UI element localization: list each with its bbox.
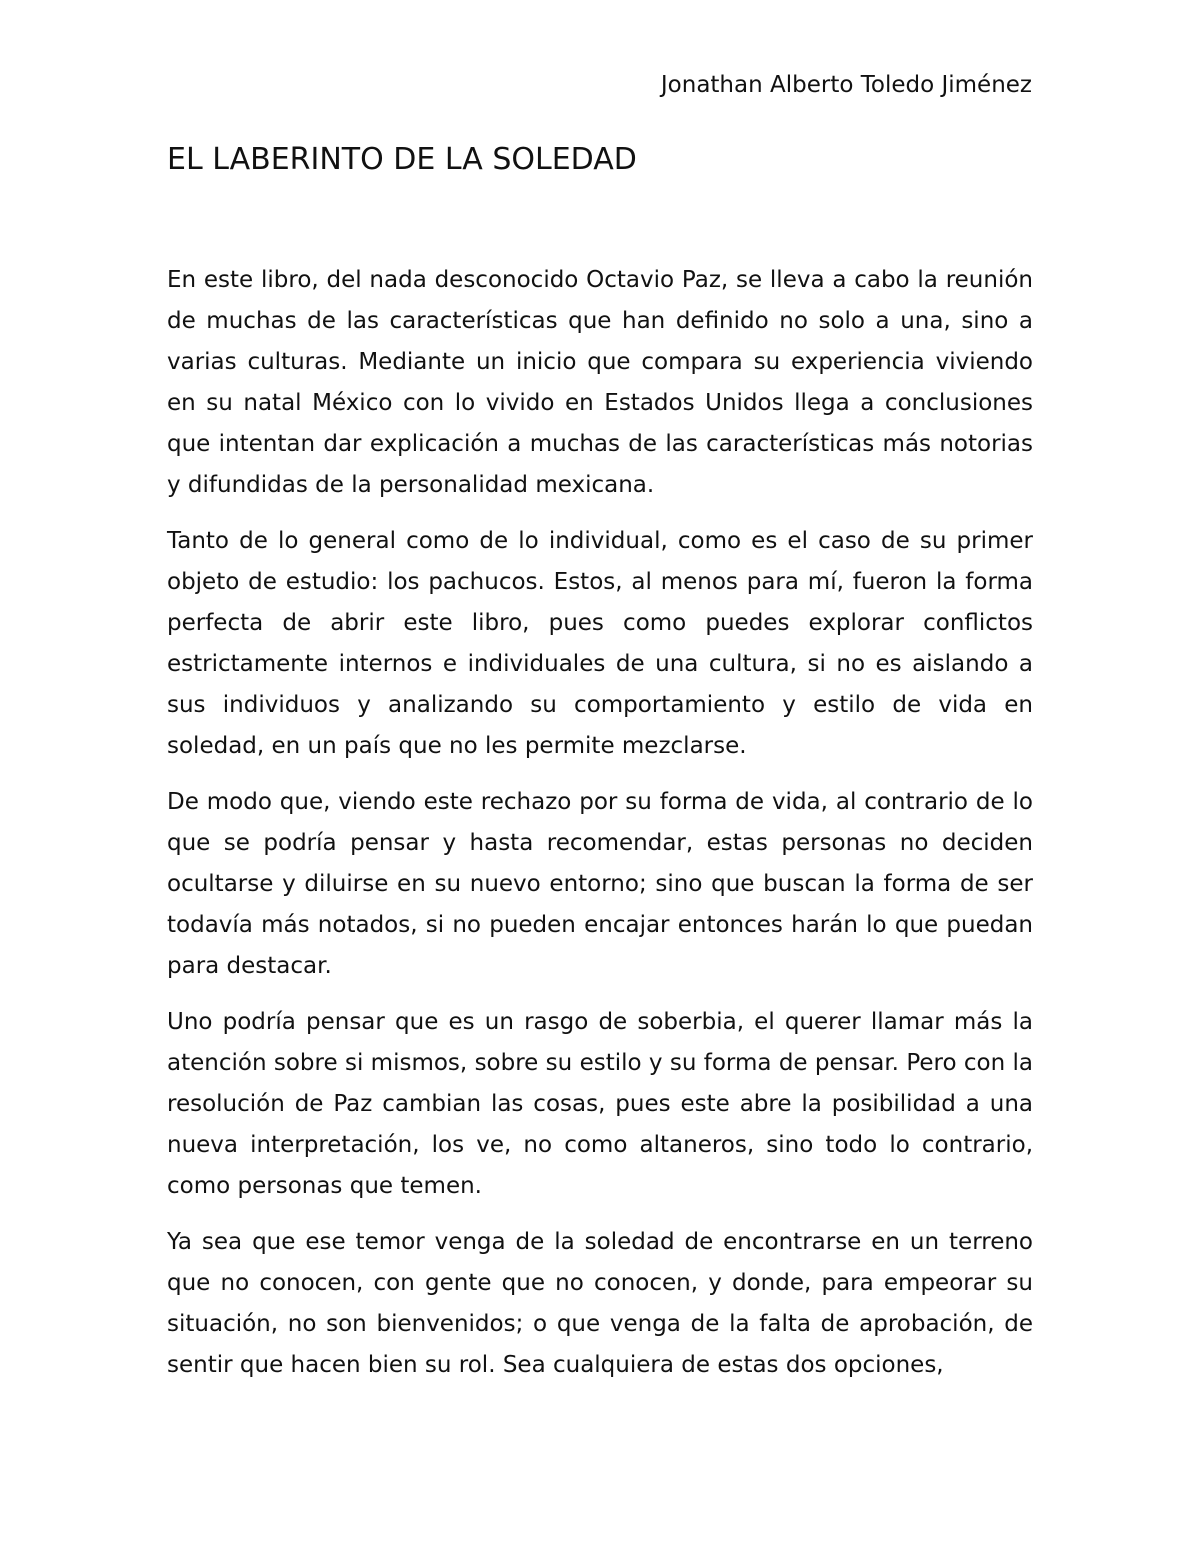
paragraph: En este libro, del nada desconocido Octavio Paz, se lleva a cabo la reunión de muchas de las características que han definido no solo a una, sino a varias culturas. Mediante un inicio que compara su experiencia viviendo en su natal México con lo vivido en Estados Unidos llega a conclusiones que intentan dar explicación a muchas de las características más notorias y difundidas de la personalidad mexicana. xyxy=(167,267,1033,498)
paragraph: Ya sea que ese temor venga de la soledad de encontrarse en un terreno que no conocen, con gente que no conocen, y donde, para empeorar su situación, no son bienvenidos; o que venga de la falta de aprobación, de sentir que hacen bien su rol. Sea cualquiera de estas dos opciones, xyxy=(167,1229,1033,1378)
document-title: EL LABERINTO DE LA SOLEDAD xyxy=(167,142,637,177)
author-name: Jonathan Alberto Toledo Jiménez xyxy=(660,72,1032,98)
paragraph: Tanto de lo general como de lo individual, como es el caso de su primer objeto de estudio: los pachucos. Estos, al menos para mí, fueron la forma perfecta de abrir este libro, pues como puedes explorar conflictos estrictamente internos e individuales de una cultura, si no es aislando a sus individuos y analizando su comportamiento y estilo de vida en soledad, en un país que no les permite mezclarse. xyxy=(167,528,1033,759)
paragraph: De modo que, viendo este rechazo por su forma de vida, al contrario de lo que se podría pensar y hasta recomendar, estas personas no deciden ocultarse y diluirse en su nuevo entorno; sino que buscan la forma de ser todavía más notados, si no pueden encajar entonces harán lo que puedan para destacar. xyxy=(167,789,1033,979)
paragraph: Uno podría pensar que es un rasgo de soberbia, el querer llamar más la atención sobre si mismos, sobre su estilo y su forma de pensar. Pero con la resolución de Paz cambian las cosas, pues este abre la posibilidad a una nueva interpretación, los ve, no como altaneros, sino todo lo contrario, como personas que temen. xyxy=(167,1009,1033,1199)
document-body xyxy=(167,260,1033,1401)
